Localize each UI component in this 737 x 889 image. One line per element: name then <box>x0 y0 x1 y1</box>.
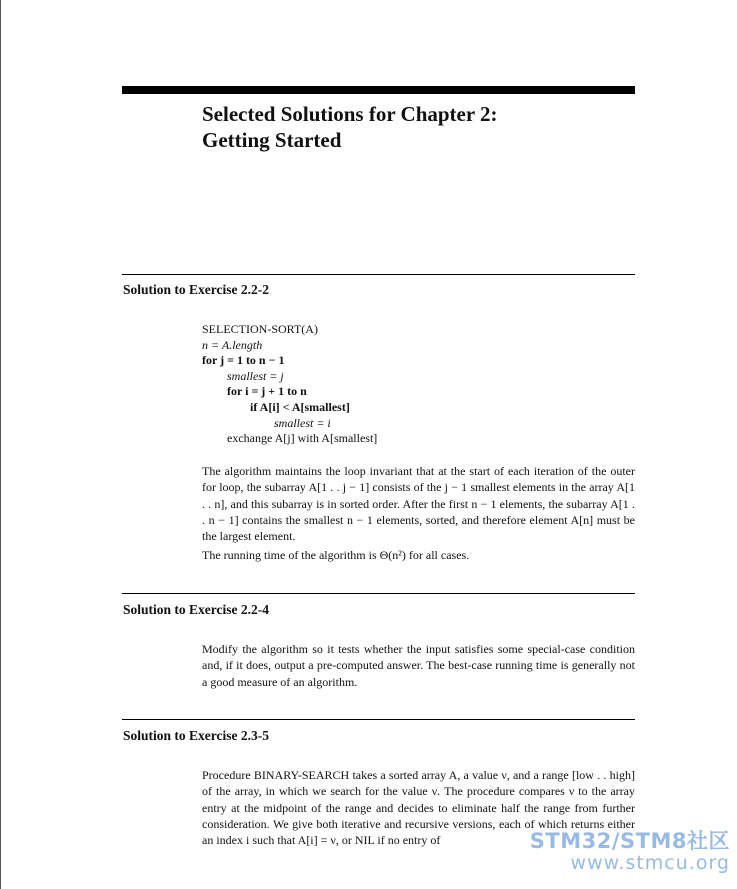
watermark-line-1: STM32/STM8社区 <box>529 829 730 853</box>
pseudocode-line: exchange A[j] with A[smallest] <box>227 431 378 446</box>
pseudocode-line: SELECTION-SORT(A) <box>202 322 318 336</box>
chapter-top-bar <box>122 86 635 94</box>
chapter-title-line-1: Selected Solutions for Chapter 2: <box>202 102 498 126</box>
chapter-title-line-2: Getting Started <box>202 128 342 152</box>
chapter-title <box>202 101 642 153</box>
pseudocode-line: for i = j + 1 to n <box>227 384 307 399</box>
watermark-line-2: www.stmcu.org <box>570 852 730 874</box>
section-heading: Solution to Exercise 2.2-2 <box>123 282 269 297</box>
section-divider <box>122 274 635 275</box>
pseudocode-line: if A[i] < A[smallest] <box>250 399 350 414</box>
pseudocode-line: for j = 1 to n − 1 <box>202 353 285 368</box>
pseudocode-line: n = A.length <box>202 337 263 352</box>
pseudocode-line: smallest = j <box>227 368 284 383</box>
watermark <box>500 830 730 874</box>
section-body <box>202 463 635 564</box>
section-heading: Solution to Exercise 2.3-5 <box>123 728 269 743</box>
page-left-border <box>0 0 1 889</box>
section-divider <box>122 593 635 594</box>
section-heading: Solution to Exercise 2.2-4 <box>123 602 269 617</box>
section-body <box>202 641 635 690</box>
pseudocode-block <box>202 322 635 447</box>
paragraph: Procedure BINARY-SEARCH takes a sorted array A, a value ν, and a range [low . . high] of the array, in which we search for the value ν. The procedure compares ν to the array entry at the midpoint of the range and decides to eliminate half the range from further consideration. We give both iterative and recursive versions, each of which returns either an index i such that A[i] = ν, or NIL if no entry of <box>202 768 635 848</box>
paragraph: The algorithm maintains the loop invariant that at the start of each iteration of the outer for loop, the subarray A[1 . . j − 1] consists of the j − 1 smallest elements in the array A[1 . . n], and this subarray is in sorted order. After the first n − 1 elements, the subarray A[1 . . n − 1] contains the smallest n − 1 elements, sorted, and therefore element A[n] must be the largest element. <box>202 464 635 544</box>
paragraph: The running time of the algorithm is Θ(n²) for all cases. <box>202 548 470 563</box>
section-divider <box>122 719 635 720</box>
pseudocode-line: smallest = i <box>274 415 331 430</box>
paragraph: Modify the algorithm so it tests whether the input satisfies some special-case condition and, if it does, output a pre-computed answer. The best-case running time is generally not a good measure of an algorithm. <box>202 642 635 689</box>
